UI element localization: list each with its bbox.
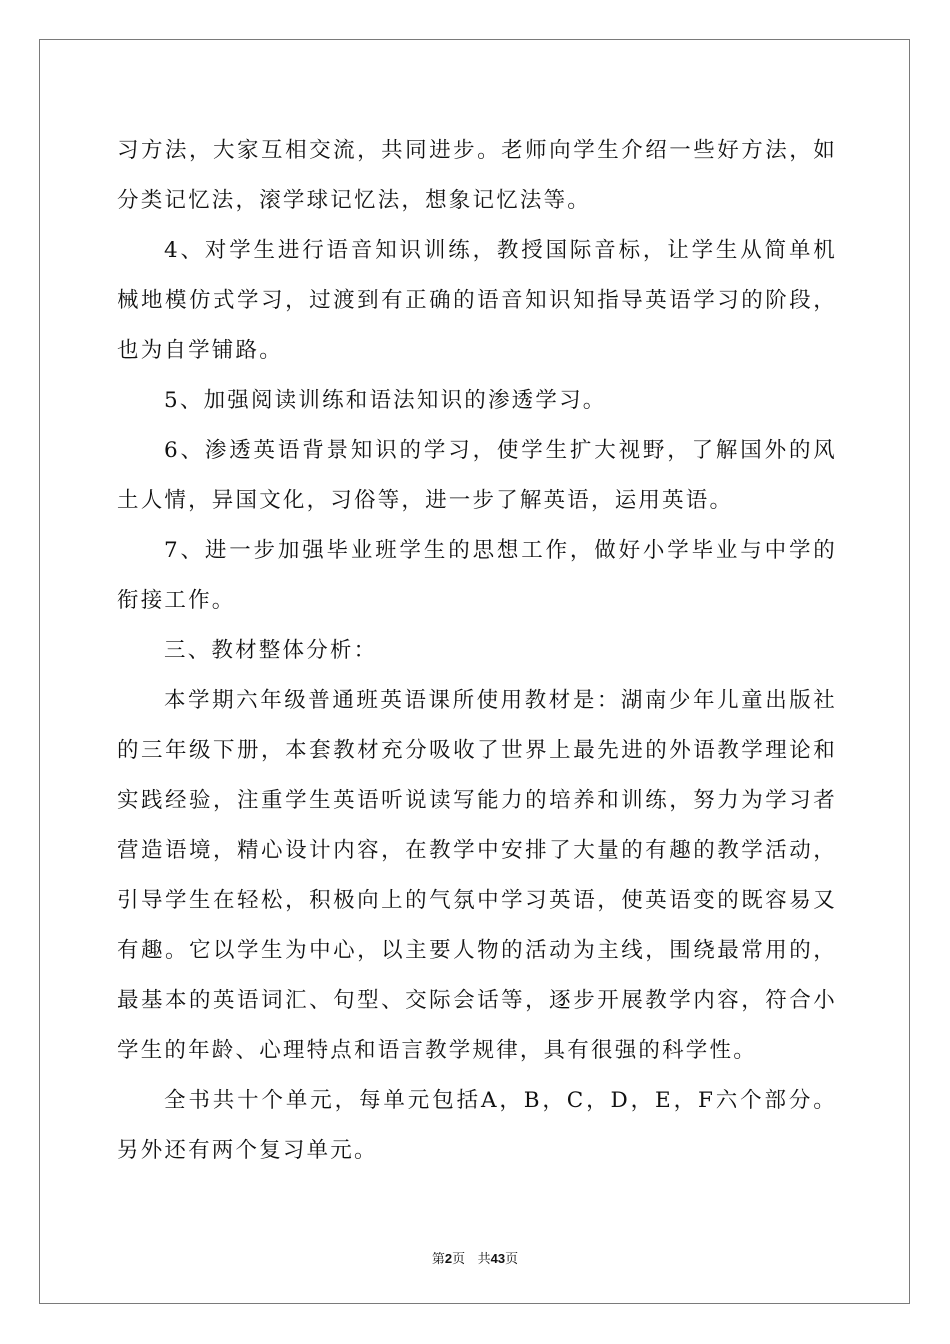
footer-prefix: 第 (431, 1252, 445, 1267)
footer-total-prefix: 共 (477, 1252, 491, 1267)
footer-total-pages: 43 (490, 1251, 506, 1266)
paragraph-7: 本学期六年级普通班英语课所使用教材是：湖南少年儿童出版社的三年级下册，本套教材充分吸收了世界上最先进的外语教学理论和实践经验，注重学生英语听说读写能力的培养和训练，努力为学习者营造语境，精心设计内容，在教学中安排了大量的有趣的教学活动，引导学生在轻松，积极向上的气氛中学习英语，使英语变的既容易又有趣。它以学生为中心，以主要人物的活动为主线，围绕最常用的，最基本的英语词汇、句型、交际会话等，逐步开展教学内容，符合小学生的年龄、心理特点和语言教学规律，具有很强的科学性。 (117, 688, 837, 1063)
footer-page-unit: 页 (452, 1252, 466, 1267)
document-body (117, 126, 837, 1176)
paragraph-8: 全书共十个单元，每单元包括A，B，C，D，E，F六个部分。另外还有两个复习单元。 (117, 1088, 837, 1163)
paragraph-1: 习方法，大家互相交流，共同进步。老师向学生介绍一些好方法，如分类记忆法，滚学球记忆法，想象记忆法等。 (117, 138, 837, 213)
paragraph-2: 4、对学生进行语音知识训练，教授国际音标，让学生从简单机械地模仿式学习，过渡到有正确的语音知识知指导英语学习的阶段，也为自学铺路。 (117, 238, 837, 363)
paragraph-3: 5、加强阅读训练和语法知识的渗透学习。 (164, 388, 607, 413)
paragraph-4: 6、渗透英语背景知识的学习，使学生扩大视野，了解国外的风土人情，异国文化，习俗等，进一步了解英语，运用英语。 (117, 438, 837, 513)
footer-total-unit: 页 (505, 1252, 519, 1267)
page-footer (0, 1248, 950, 1267)
footer-page-number: 2 (444, 1251, 453, 1266)
section-heading: 三、教材整体分析： (164, 638, 378, 663)
paragraph-5: 7、进一步加强毕业班学生的思想工作，做好小学毕业与中学的衔接工作。 (117, 538, 837, 613)
